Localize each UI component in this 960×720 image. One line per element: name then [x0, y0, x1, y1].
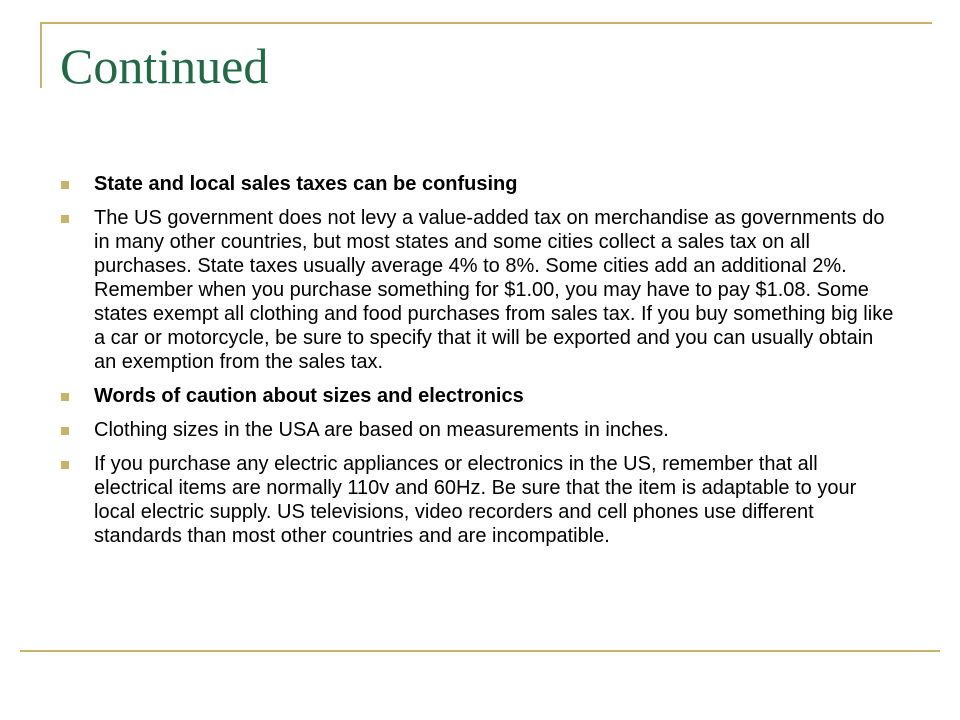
- bullet-list: [56, 172, 896, 558]
- square-bullet-icon: [61, 181, 69, 189]
- bullet-item-sales-tax-details: [56, 206, 896, 374]
- bullet-item-caution-heading: [56, 384, 896, 408]
- bullet-item-electronics: [56, 452, 896, 548]
- bullet-text: Words of caution about sizes and electronics: [94, 385, 524, 407]
- bullet-item-sales-tax-heading: [56, 172, 896, 196]
- bullet-item-clothing-sizes: [56, 418, 896, 442]
- square-bullet-icon: [61, 215, 69, 223]
- left-rule: [40, 22, 42, 88]
- square-bullet-icon: [61, 393, 69, 401]
- slide-title: Continued: [60, 38, 269, 94]
- bullet-text: State and local sales taxes can be confusing: [94, 173, 518, 195]
- top-rule: [40, 22, 932, 24]
- square-bullet-icon: [61, 461, 69, 469]
- bullet-text: The US government does not levy a value-added tax on merchandise as governments do in many other countries, but most states and some cities collect a sales tax on all purchases. State taxes usually average 4% to 8%. Some cities add an additional 2%. Remember when you purchase something for $1.00, you may have to pay $1.08. Some states exempt all clothing and food purchases from sales tax. If you buy something big like a car or motorcycle, be sure to specify that it will be exported and you can usually obtain an exemption from the sales tax.: [94, 207, 894, 373]
- bottom-rule: [20, 650, 940, 652]
- square-bullet-icon: [61, 427, 69, 435]
- bullet-text: If you purchase any electric appliances or electronics in the US, remember that all electrical items are normally 110v and 60Hz. Be sure that the item is adaptable to your local electric supply. US televisions, video recorders and cell phones use different standards than most other countries and are incompatible.: [94, 453, 857, 547]
- bullet-text: Clothing sizes in the USA are based on measurements in inches.: [94, 419, 669, 441]
